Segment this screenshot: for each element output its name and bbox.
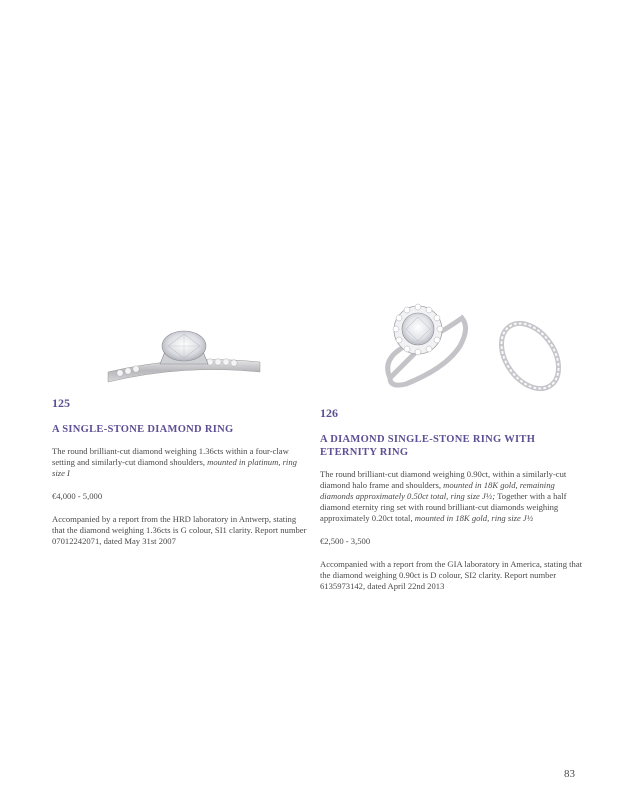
lot-estimate: €4,000 - 5,000 (52, 491, 103, 501)
halo-and-eternity-ring-image (376, 298, 576, 394)
lot-report-note: Accompanied by a report from the HRD laboratory in Antwerp, stating that the diamond weighing 1.36cts is G colour, SI1 clarity. Report number 07012242071, dated May 31st 2007 (52, 514, 307, 546)
lot-description: The round brilliant-cut diamond weighing 0.90ct, within a similarly-cut diamond halo frame and shoulders, mounted in 18K gold, remaining diamonds approximately 0.50ct total, ring size J½; Together with a half diamond eternity ring set with round brilliant-cut diamonds weighing approximately 0.20ct total, mounted in 18K gold, ring size J½ (320, 469, 567, 523)
lot-number: 126 (320, 406, 338, 420)
solitaire-ring-image (104, 328, 264, 388)
lot-number: 125 (52, 396, 70, 410)
page-number: 83 (564, 768, 575, 780)
lot-125 (52, 396, 310, 547)
lot-report-note: Accompanied with a report from the GIA laboratory in America, stating that the diamond weighing 0.90ct is D colour, SI2 clarity. Report number 6135973142, dated April 22nd 2013 (320, 559, 583, 591)
lot-126 (320, 406, 586, 592)
lot-description: The round brilliant-cut diamond weighing 1.36cts within a four-claw setting and similarly-cut diamond shoulders, mounted in platinum, ring size I (52, 446, 297, 478)
lot-title: A SINGLE-STONE DIAMOND RING (52, 424, 234, 435)
lot-estimate: €2,500 - 3,500 (320, 536, 371, 546)
lot-title: A DIAMOND SINGLE-STONE RING WITH ETERNITY RING (320, 434, 536, 458)
